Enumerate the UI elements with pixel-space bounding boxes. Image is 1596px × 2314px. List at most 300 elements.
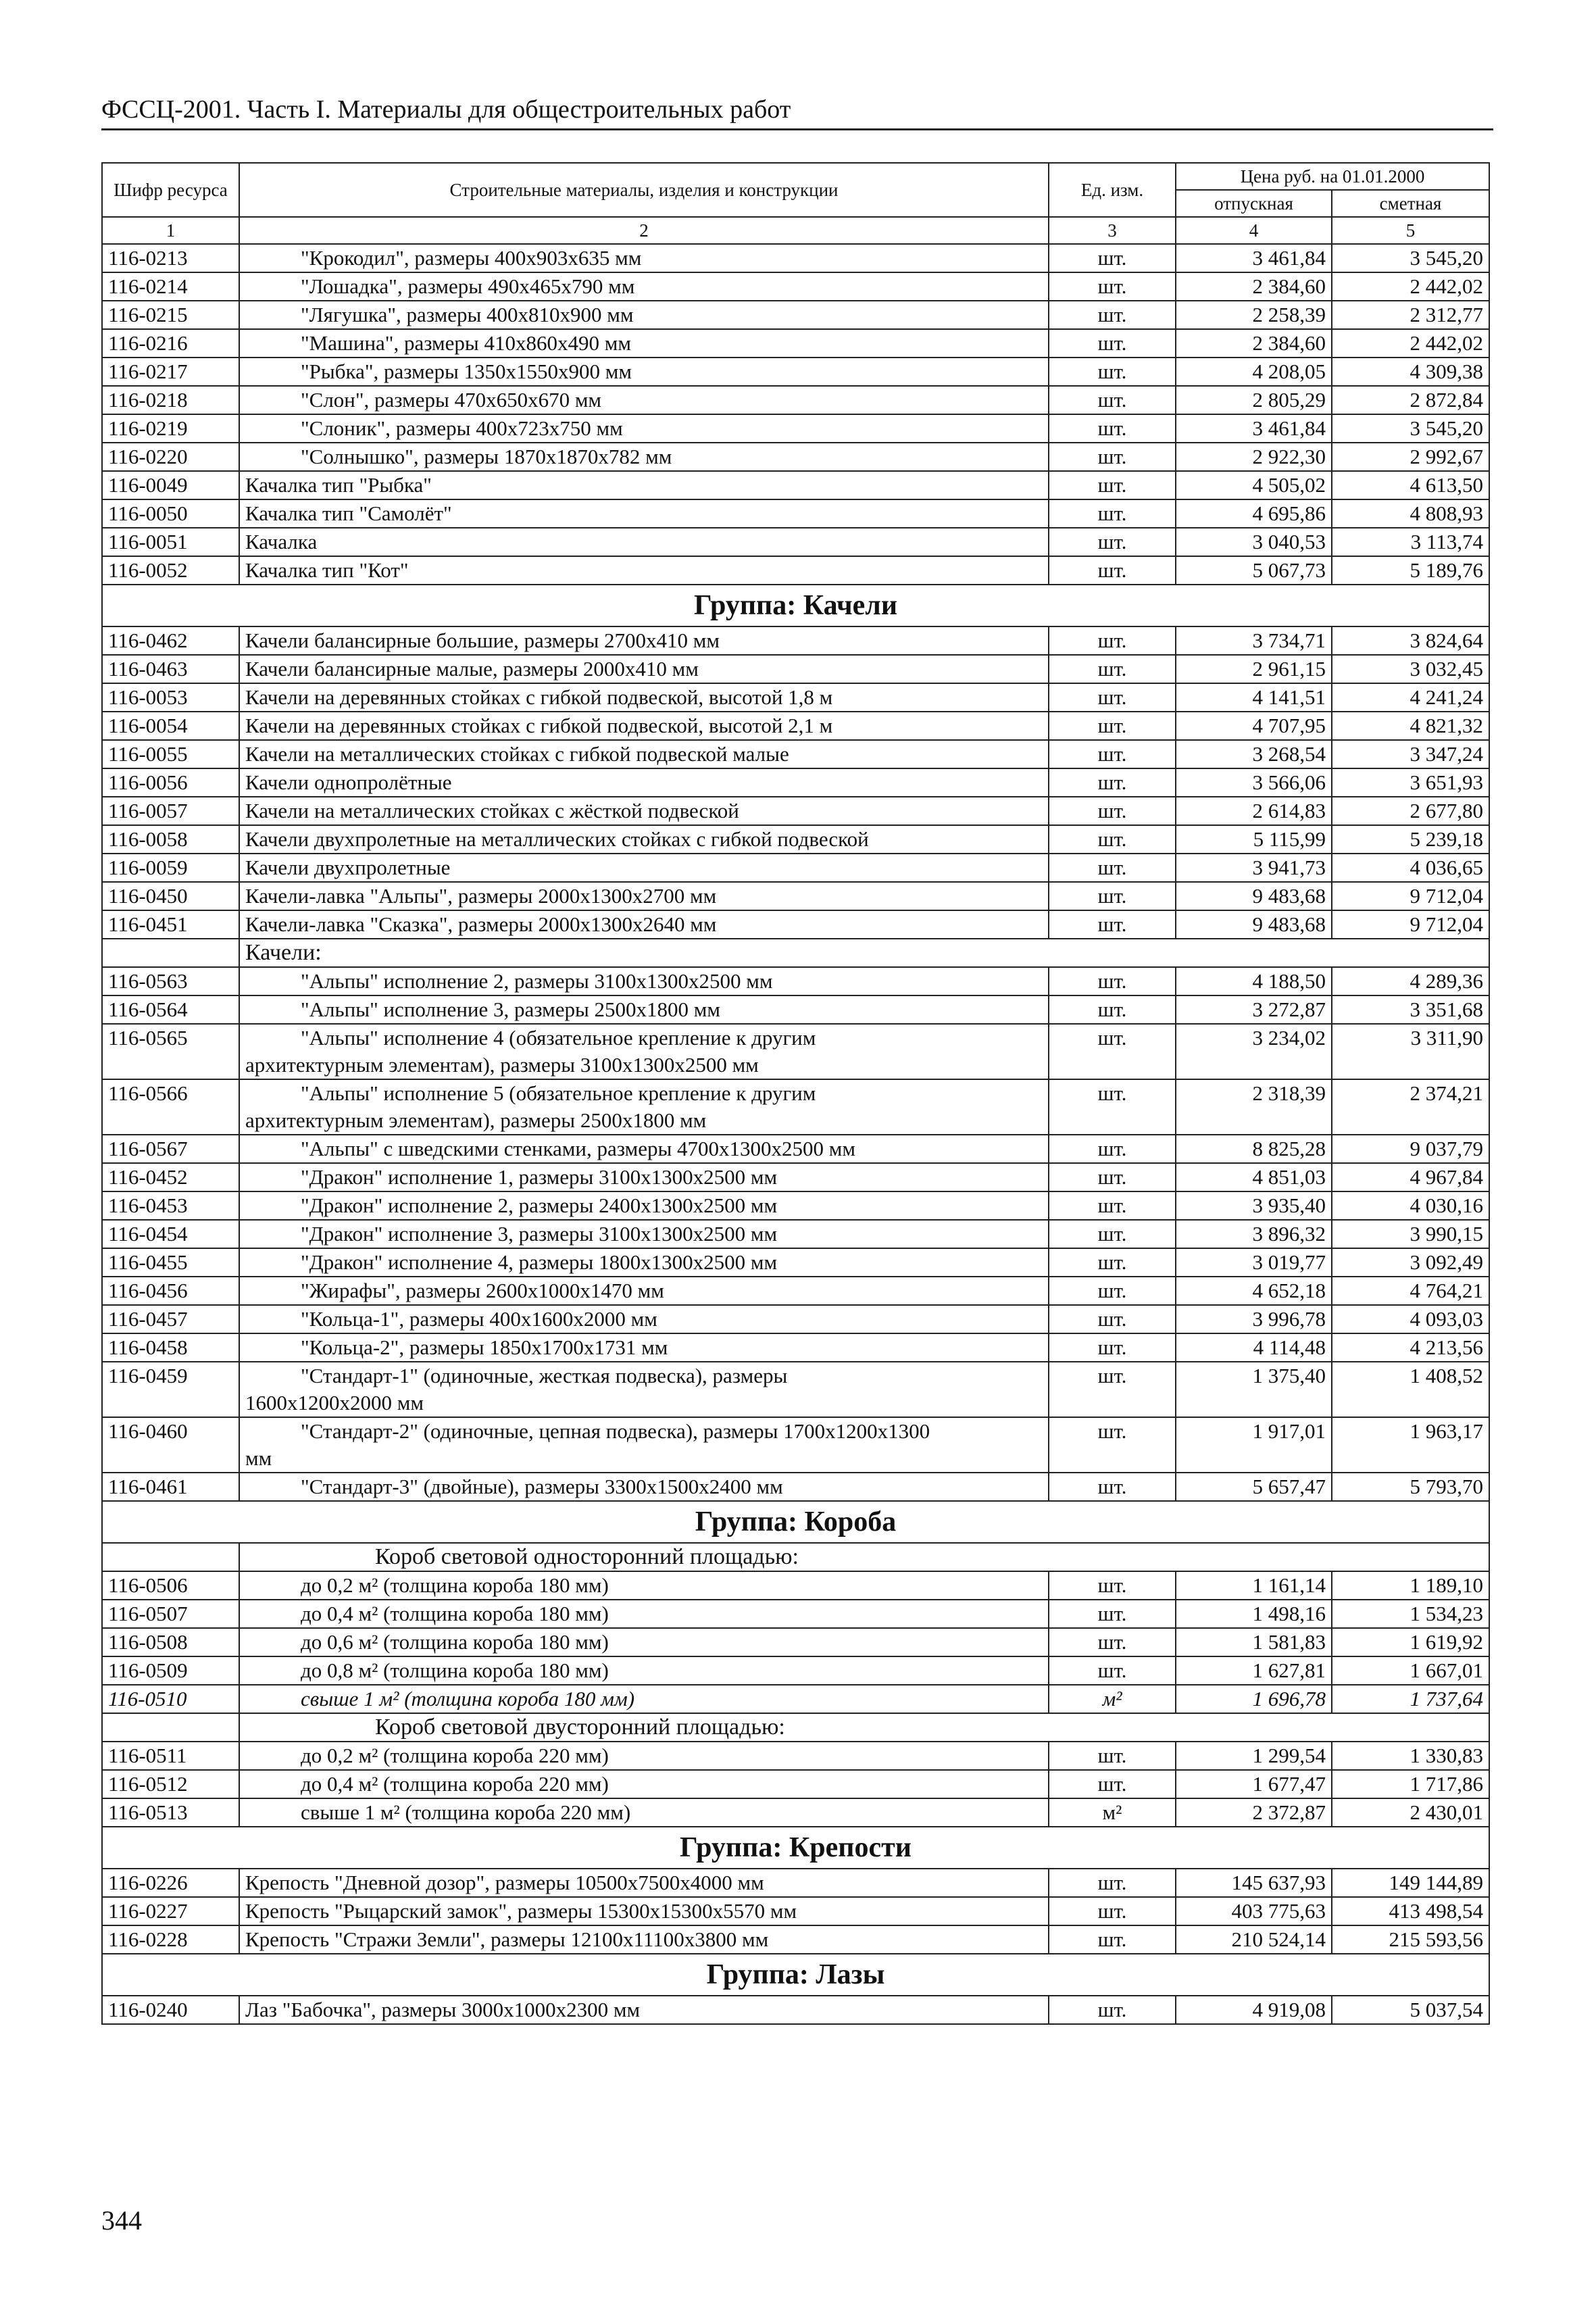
table-row — [102, 882, 1489, 910]
price-estimate: 2 442,02 — [1332, 272, 1489, 301]
price-release: 145 637,93 — [1176, 1869, 1332, 1897]
price-estimate: 4 030,16 — [1332, 1191, 1489, 1220]
group-heading: Группа: Качели — [102, 585, 1489, 626]
price-release: 4 114,48 — [1176, 1333, 1332, 1362]
price-estimate: 9 712,04 — [1332, 882, 1489, 910]
table-row — [102, 1277, 1489, 1305]
resource-code: 116-0052 — [102, 556, 239, 585]
price-release: 4 695,86 — [1176, 499, 1332, 528]
resource-code: 116-0219 — [102, 414, 239, 443]
resource-code: 116-0059 — [102, 854, 239, 882]
resource-code: 116-0508 — [102, 1628, 239, 1656]
table-row — [102, 1473, 1489, 1501]
resource-code: 116-0462 — [102, 626, 239, 655]
resource-name-line: Лаз "Бабочка", размеры 3000x1000x2300 мм — [245, 1998, 641, 2021]
price-estimate: 4 309,38 — [1332, 358, 1489, 386]
price-release: 2 384,60 — [1176, 329, 1332, 358]
price-release: 2 258,39 — [1176, 301, 1332, 329]
resource-name-line: "Слоник", размеры 400x723x750 мм — [301, 416, 623, 440]
price-estimate: 5 037,54 — [1332, 1996, 1489, 2024]
unit: шт. — [1049, 1473, 1176, 1501]
unit: шт. — [1049, 471, 1176, 499]
resource-name — [239, 1925, 1049, 1954]
price-release: 3 896,32 — [1176, 1220, 1332, 1248]
resource-name — [239, 272, 1049, 301]
resource-code: 116-0213 — [102, 244, 239, 272]
resource-name — [239, 386, 1049, 414]
unit: шт. — [1049, 1277, 1176, 1305]
col-price-header: Цена руб. на 01.01.2000 — [1176, 163, 1489, 190]
price-release: 1 299,54 — [1176, 1742, 1332, 1770]
price-estimate: 3 651,93 — [1332, 768, 1489, 797]
subheading-row — [102, 1713, 1489, 1742]
table-row — [102, 1656, 1489, 1685]
resource-code: 116-0056 — [102, 768, 239, 797]
price-estimate: 4 808,93 — [1332, 499, 1489, 528]
price-release: 1 375,40 — [1176, 1362, 1332, 1417]
resource-name-line: "Солнышко", размеры 1870x1870x782 мм — [301, 445, 672, 468]
price-estimate: 5 239,18 — [1332, 825, 1489, 854]
table-row — [102, 414, 1489, 443]
price-estimate: 3 347,24 — [1332, 740, 1489, 768]
price-release: 1 161,14 — [1176, 1571, 1332, 1600]
price-release: 3 461,84 — [1176, 244, 1332, 272]
resource-code: 116-0451 — [102, 910, 239, 939]
resource-name-line: "Лошадка", размеры 490x465x790 мм — [301, 274, 635, 298]
price-estimate: 149 144,89 — [1332, 1869, 1489, 1897]
unit: шт. — [1049, 301, 1176, 329]
price-estimate: 4 613,50 — [1332, 471, 1489, 499]
price-estimate: 9 712,04 — [1332, 910, 1489, 939]
table-row — [102, 1191, 1489, 1220]
price-estimate: 3 545,20 — [1332, 244, 1489, 272]
price-estimate: 5 793,70 — [1332, 1473, 1489, 1501]
resource-name — [239, 1628, 1049, 1656]
resource-code: 116-0050 — [102, 499, 239, 528]
subheading: Короб световой односторонний площадью: — [239, 1543, 1489, 1571]
table-row — [102, 967, 1489, 995]
price-release: 2 384,60 — [1176, 272, 1332, 301]
unit: шт. — [1049, 967, 1176, 995]
price-release: 1 627,81 — [1176, 1656, 1332, 1685]
resource-code: 116-0058 — [102, 825, 239, 854]
resource-name — [239, 1417, 1049, 1473]
resource-code: 116-0455 — [102, 1248, 239, 1277]
resource-name-line: "Крокодил", размеры 400x903x635 мм — [301, 246, 642, 270]
price-estimate: 1 189,10 — [1332, 1571, 1489, 1600]
unit: шт. — [1049, 1135, 1176, 1163]
resource-name — [239, 1869, 1049, 1897]
resource-name — [239, 683, 1049, 712]
price-release: 1 581,83 — [1176, 1628, 1332, 1656]
resource-name — [239, 1656, 1049, 1685]
table-row — [102, 910, 1489, 939]
resource-code: 116-0228 — [102, 1925, 239, 1954]
resource-name-continuation: архитектурным элементам), размеры 3100x1300x2500 мм — [245, 1053, 759, 1077]
price-release: 9 483,68 — [1176, 882, 1332, 910]
unit: шт. — [1049, 528, 1176, 556]
unit: шт. — [1049, 712, 1176, 740]
table-row — [102, 272, 1489, 301]
resource-name-line: "Дракон" исполнение 2, размеры 2400x1300x2500 мм — [301, 1193, 778, 1217]
unit: шт. — [1049, 683, 1176, 712]
resource-code: 116-0450 — [102, 882, 239, 910]
resource-name-line: свыше 1 м² (толщина короба 180 мм) — [301, 1687, 635, 1710]
unit: шт. — [1049, 1742, 1176, 1770]
price-estimate: 3 351,68 — [1332, 995, 1489, 1024]
resource-code: 116-0240 — [102, 1996, 239, 2024]
price-estimate: 2 442,02 — [1332, 329, 1489, 358]
resource-name-line: Качели-лавка "Альпы", размеры 2000x1300x2700 мм — [245, 884, 717, 908]
resource-code: 116-0217 — [102, 358, 239, 386]
resource-name-line: "Стандарт-3" (двойные), размеры 3300x1500x2400 мм — [301, 1475, 783, 1498]
table-row — [102, 626, 1489, 655]
price-release: 4 919,08 — [1176, 1996, 1332, 2024]
resource-name — [239, 443, 1049, 471]
price-estimate: 2 992,67 — [1332, 443, 1489, 471]
resource-name-line: "Рыбка", размеры 1350x1550x900 мм — [301, 360, 632, 383]
price-release: 3 019,77 — [1176, 1248, 1332, 1277]
price-release: 1 917,01 — [1176, 1417, 1332, 1473]
price-release: 1 498,16 — [1176, 1600, 1332, 1628]
unit: шт. — [1049, 825, 1176, 854]
resource-name-line: "Стандарт-2" (одиночные, цепная подвеска), размеры 1700x1200x1300 — [301, 1419, 930, 1443]
resource-name-line: "Машина", размеры 410x860x490 мм — [301, 331, 631, 355]
resource-name — [239, 414, 1049, 443]
table-row — [102, 1220, 1489, 1248]
resource-name — [239, 854, 1049, 882]
resource-code: 116-0457 — [102, 1305, 239, 1333]
resource-name-line: "Дракон" исполнение 3, размеры 3100x1300x2500 мм — [301, 1222, 778, 1246]
header-row-1 — [102, 163, 1489, 190]
col-release-header: отпускная — [1176, 190, 1332, 217]
resource-name — [239, 244, 1049, 272]
table-row — [102, 471, 1489, 499]
table-row — [102, 712, 1489, 740]
resource-code: 116-0049 — [102, 471, 239, 499]
price-estimate: 9 037,79 — [1332, 1135, 1489, 1163]
resource-name — [239, 1473, 1049, 1501]
resource-name — [239, 910, 1049, 939]
resource-name-line: Качели на металлических стойках с жёсткой подвеской — [245, 799, 739, 822]
price-estimate: 2 374,21 — [1332, 1079, 1489, 1135]
price-release: 3 941,73 — [1176, 854, 1332, 882]
table-row — [102, 1897, 1489, 1925]
resource-name — [239, 1600, 1049, 1628]
price-estimate: 4 967,84 — [1332, 1163, 1489, 1191]
unit: шт. — [1049, 1024, 1176, 1079]
resource-name-line: Качалка тип "Рыбка" — [245, 473, 432, 497]
price-release: 2 372,87 — [1176, 1798, 1332, 1827]
resource-name — [239, 1798, 1049, 1827]
price-release: 3 734,71 — [1176, 626, 1332, 655]
resource-name — [239, 1362, 1049, 1417]
table-row — [102, 329, 1489, 358]
unit: шт. — [1049, 1191, 1176, 1220]
price-release: 3 996,78 — [1176, 1305, 1332, 1333]
resource-name-line: "Альпы" с шведскими стенками, размеры 4700x1300x2500 мм — [301, 1137, 856, 1160]
resource-name-line: "Альпы" исполнение 5 (обязательное крепление к другим — [301, 1081, 816, 1105]
table-row — [102, 1798, 1489, 1827]
header-row-numbers — [102, 217, 1489, 244]
unit: шт. — [1049, 358, 1176, 386]
resource-name-line: Качели на металлических стойках с гибкой подвеской малые — [245, 742, 789, 766]
unit: м² — [1049, 1685, 1176, 1713]
col-estimate-header: сметная — [1332, 190, 1489, 217]
resource-code: 116-0463 — [102, 655, 239, 683]
col-unit-header: Ед. изм. — [1049, 163, 1176, 217]
resource-code: 116-0564 — [102, 995, 239, 1024]
resource-name-line: до 0,2 м² (толщина короба 180 мм) — [301, 1573, 609, 1597]
resource-name-line: Качалка тип "Кот" — [245, 558, 409, 582]
price-estimate: 3 032,45 — [1332, 655, 1489, 683]
resource-code: 116-0051 — [102, 528, 239, 556]
resource-code: 116-0458 — [102, 1333, 239, 1362]
resource-name-line: до 0,8 м² (толщина короба 180 мм) — [301, 1658, 609, 1682]
group-heading-row — [102, 1827, 1489, 1869]
price-estimate: 2 430,01 — [1332, 1798, 1489, 1827]
resource-code: 116-0227 — [102, 1897, 239, 1925]
unit: шт. — [1049, 1417, 1176, 1473]
unit: шт. — [1049, 1220, 1176, 1248]
table-row — [102, 768, 1489, 797]
unit: шт. — [1049, 1925, 1176, 1954]
resource-name-line: "Жирафы", размеры 2600x1000x1470 мм — [301, 1279, 664, 1302]
resource-code: 116-0218 — [102, 386, 239, 414]
subheading-code-cell — [102, 939, 239, 967]
resource-name — [239, 967, 1049, 995]
resource-code: 116-0567 — [102, 1135, 239, 1163]
resource-code: 116-0510 — [102, 1685, 239, 1713]
price-estimate: 4 764,21 — [1332, 1277, 1489, 1305]
unit: шт. — [1049, 272, 1176, 301]
unit: шт. — [1049, 244, 1176, 272]
col-number: 1 — [102, 217, 239, 244]
price-estimate: 5 189,76 — [1332, 556, 1489, 585]
price-release: 5 115,99 — [1176, 825, 1332, 854]
resource-name — [239, 1163, 1049, 1191]
unit: шт. — [1049, 1079, 1176, 1135]
subheading-row — [102, 939, 1489, 967]
resource-code: 116-0215 — [102, 301, 239, 329]
unit: шт. — [1049, 1305, 1176, 1333]
resource-name-line: "Дракон" исполнение 1, размеры 3100x1300x2500 мм — [301, 1165, 778, 1189]
table-row — [102, 740, 1489, 768]
resource-code: 116-0460 — [102, 1417, 239, 1473]
resource-name — [239, 556, 1049, 585]
price-estimate: 413 498,54 — [1332, 1897, 1489, 1925]
price-estimate: 3 311,90 — [1332, 1024, 1489, 1079]
resource-code: 116-0566 — [102, 1079, 239, 1135]
unit: шт. — [1049, 1248, 1176, 1277]
resource-name-line: до 0,2 м² (толщина короба 220 мм) — [301, 1744, 609, 1767]
price-release: 2 318,39 — [1176, 1079, 1332, 1135]
resource-name-line: до 0,4 м² (толщина короба 180 мм) — [301, 1602, 609, 1625]
resource-name-line: Качели балансирные большие, размеры 2700x410 мм — [245, 629, 720, 652]
resource-name — [239, 626, 1049, 655]
table-row — [102, 386, 1489, 414]
resource-name — [239, 1770, 1049, 1798]
resource-name — [239, 1220, 1049, 1248]
table-row — [102, 301, 1489, 329]
resource-name-continuation: архитектурным элементам), размеры 2500x1800 мм — [245, 1108, 707, 1132]
price-estimate: 1 330,83 — [1332, 1742, 1489, 1770]
resource-name — [239, 768, 1049, 797]
col-number: 4 — [1176, 217, 1332, 244]
group-heading-row — [102, 585, 1489, 626]
unit: шт. — [1049, 1656, 1176, 1685]
price-estimate: 2 312,77 — [1332, 301, 1489, 329]
unit: шт. — [1049, 414, 1176, 443]
group-heading: Группа: Лазы — [102, 1954, 1489, 1996]
price-release: 210 524,14 — [1176, 1925, 1332, 1954]
unit: шт. — [1049, 797, 1176, 825]
price-release: 4 505,02 — [1176, 471, 1332, 499]
price-estimate: 2 872,84 — [1332, 386, 1489, 414]
unit: шт. — [1049, 443, 1176, 471]
table-row — [102, 1770, 1489, 1798]
price-release: 1 696,78 — [1176, 1685, 1332, 1713]
price-release: 4 208,05 — [1176, 358, 1332, 386]
resource-code: 116-0220 — [102, 443, 239, 471]
resource-code: 116-0456 — [102, 1277, 239, 1305]
resource-name — [239, 882, 1049, 910]
unit: шт. — [1049, 1770, 1176, 1798]
price-release: 3 268,54 — [1176, 740, 1332, 768]
resource-code: 116-0057 — [102, 797, 239, 825]
resource-name-line: Качели-лавка "Сказка", размеры 2000x1300x2640 мм — [245, 912, 717, 936]
resource-code: 116-0461 — [102, 1473, 239, 1501]
resource-name — [239, 1996, 1049, 2024]
price-release: 3 566,06 — [1176, 768, 1332, 797]
subheading-code-cell — [102, 1713, 239, 1742]
resource-name-line: Крепость "Рыцарский замок", размеры 15300x15300x5570 мм — [245, 1899, 797, 1923]
subheading: Короб световой двусторонний площадью: — [239, 1713, 1489, 1742]
unit: шт. — [1049, 499, 1176, 528]
group-heading: Группа: Короба — [102, 1501, 1489, 1543]
resource-code: 116-0506 — [102, 1571, 239, 1600]
col-number: 2 — [239, 217, 1049, 244]
price-release: 2 805,29 — [1176, 386, 1332, 414]
unit: шт. — [1049, 1897, 1176, 1925]
col-name-header: Строительные материалы, изделия и конструкции — [239, 163, 1049, 217]
group-heading: Группа: Крепости — [102, 1827, 1489, 1869]
resource-name-line: Качели на деревянных стойках с гибкой подвеской, высотой 2,1 м — [245, 714, 833, 737]
col-number: 3 — [1049, 217, 1176, 244]
price-estimate: 1 534,23 — [1332, 1600, 1489, 1628]
price-release: 4 188,50 — [1176, 967, 1332, 995]
resource-code: 116-0226 — [102, 1869, 239, 1897]
resource-code: 116-0454 — [102, 1220, 239, 1248]
table-row — [102, 797, 1489, 825]
resource-name — [239, 1742, 1049, 1770]
resource-name — [239, 655, 1049, 683]
group-heading-row — [102, 1954, 1489, 1996]
resource-name — [239, 1248, 1049, 1277]
price-estimate: 3 113,74 — [1332, 528, 1489, 556]
price-release: 2 961,15 — [1176, 655, 1332, 683]
price-estimate: 2 677,80 — [1332, 797, 1489, 825]
resource-name-line: до 0,4 м² (толщина короба 220 мм) — [301, 1772, 609, 1796]
price-estimate: 3 545,20 — [1332, 414, 1489, 443]
resource-name-line: Крепость "Дневной дозор", размеры 10500x7500x4000 мм — [245, 1871, 764, 1894]
col-number: 5 — [1332, 217, 1489, 244]
table-row — [102, 528, 1489, 556]
unit: шт. — [1049, 1869, 1176, 1897]
price-release: 1 677,47 — [1176, 1770, 1332, 1798]
table-body — [102, 244, 1489, 2024]
resource-name-line: "Стандарт-1" (одиночные, жесткая подвеска), размеры — [301, 1364, 788, 1387]
resource-name-line: "Альпы" исполнение 2, размеры 3100x1300x2500 мм — [301, 969, 773, 993]
table-row — [102, 1628, 1489, 1656]
resource-code: 116-0509 — [102, 1656, 239, 1685]
unit: шт. — [1049, 556, 1176, 585]
resource-name-line: "Лягушка", размеры 400x810x900 мм — [301, 303, 634, 326]
resource-name — [239, 1277, 1049, 1305]
resource-code: 116-0511 — [102, 1742, 239, 1770]
resource-name-continuation: 1600x1200x2000 мм — [245, 1391, 424, 1414]
resource-name-line: до 0,6 м² (толщина короба 180 мм) — [301, 1630, 609, 1654]
unit: шт. — [1049, 386, 1176, 414]
price-estimate: 1 963,17 — [1332, 1417, 1489, 1473]
resource-name — [239, 1685, 1049, 1713]
unit: шт. — [1049, 1333, 1176, 1362]
table-row — [102, 1024, 1489, 1079]
unit: шт. — [1049, 1996, 1176, 2024]
price-estimate: 4 093,03 — [1332, 1305, 1489, 1333]
table-row — [102, 683, 1489, 712]
resource-name-line: "Дракон" исполнение 4, размеры 1800x1300x2500 мм — [301, 1250, 778, 1274]
table-row — [102, 1685, 1489, 1713]
page-header: ФССЦ-2001. Часть I. Материалы для общестроительных работ — [101, 93, 1493, 130]
resource-name — [239, 1571, 1049, 1600]
resource-name-line: "Слон", размеры 470x650x670 мм — [301, 388, 602, 412]
resource-name-line: Качалка — [245, 530, 318, 553]
resource-name-line: свыше 1 м² (толщина короба 220 мм) — [301, 1800, 631, 1824]
unit: шт. — [1049, 1628, 1176, 1656]
resource-name — [239, 1079, 1049, 1135]
unit: шт. — [1049, 768, 1176, 797]
table-row — [102, 244, 1489, 272]
table-row — [102, 358, 1489, 386]
resource-code: 116-0459 — [102, 1362, 239, 1417]
table-row — [102, 1135, 1489, 1163]
unit: шт. — [1049, 655, 1176, 683]
table-row — [102, 1248, 1489, 1277]
resource-name-line: "Альпы" исполнение 3, размеры 2500x1800 мм — [301, 998, 721, 1021]
price-estimate: 3 092,49 — [1332, 1248, 1489, 1277]
table-row — [102, 1333, 1489, 1362]
materials-table — [101, 162, 1490, 2025]
subheading-code-cell — [102, 1543, 239, 1571]
table-row — [102, 1163, 1489, 1191]
resource-name — [239, 995, 1049, 1024]
price-release: 3 234,02 — [1176, 1024, 1332, 1079]
unit: шт. — [1049, 910, 1176, 939]
resource-name — [239, 1897, 1049, 1925]
table-row — [102, 499, 1489, 528]
resource-name — [239, 301, 1049, 329]
resource-name-continuation: мм — [245, 1446, 272, 1470]
resource-code: 116-0216 — [102, 329, 239, 358]
resource-name-line: Качели двухпролетные на металлических стойках с гибкой подвеской — [245, 827, 869, 851]
resource-name-line: Крепость "Стражи Земли", размеры 12100x11100x3800 мм — [245, 1927, 769, 1951]
resource-name — [239, 1191, 1049, 1220]
resource-name — [239, 825, 1049, 854]
table-row — [102, 556, 1489, 585]
resource-name-line: Качели двухпролетные — [245, 856, 451, 879]
resource-name — [239, 740, 1049, 768]
